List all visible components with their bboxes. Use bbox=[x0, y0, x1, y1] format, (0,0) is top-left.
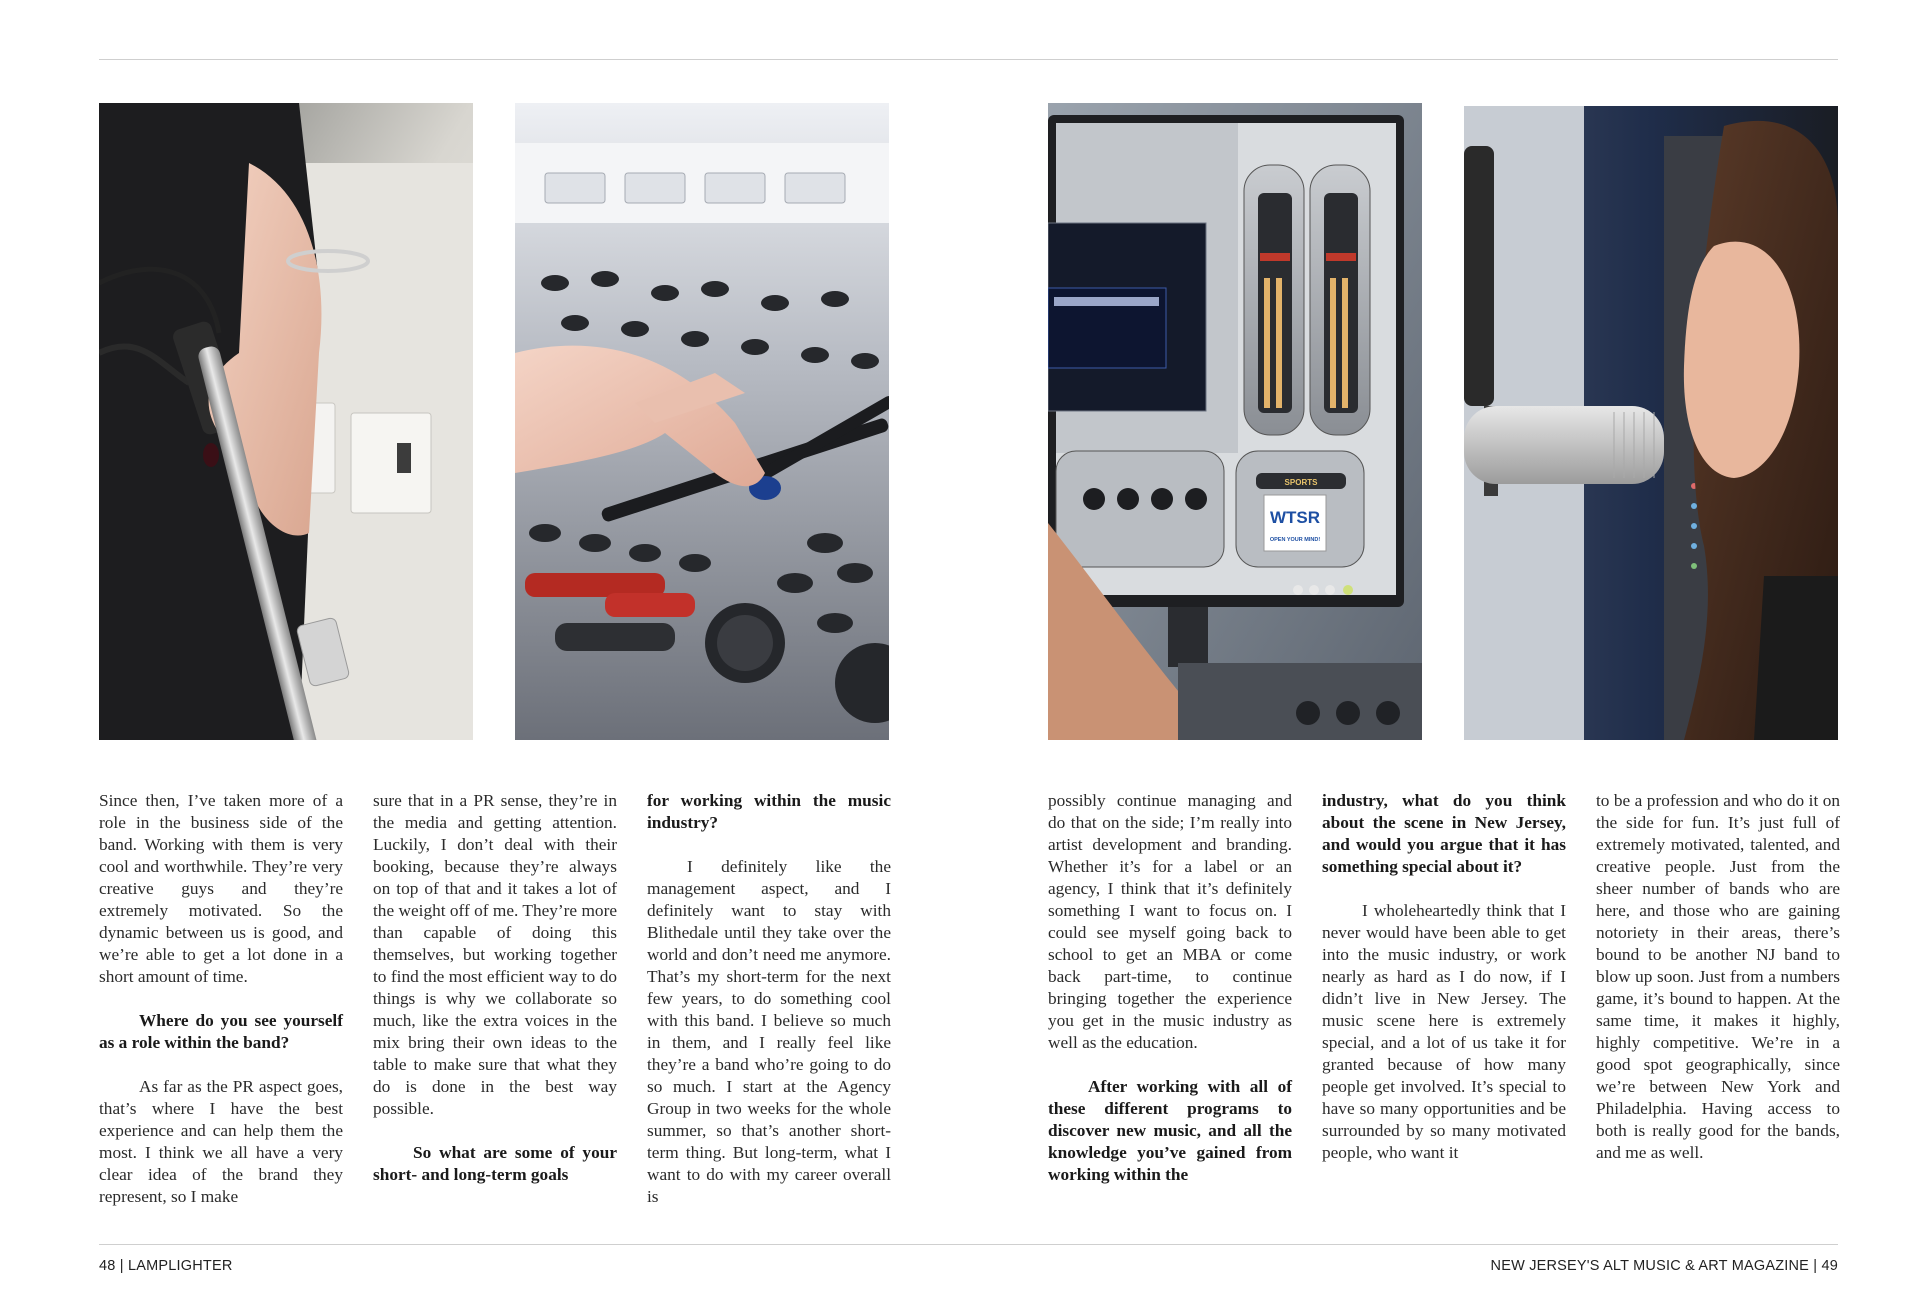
article-column-4 bbox=[1048, 790, 1292, 1186]
photo-broadcast-monitor bbox=[1048, 103, 1422, 740]
photo-mixing-console bbox=[515, 103, 889, 740]
article-column-1 bbox=[99, 790, 343, 1208]
magazine-name: LAMPLIGHTER bbox=[127, 1258, 233, 1274]
paragraph: I definitely like the management aspect, and I definitely want to stay with Blithedale until they take over the world and don’t need me anymore. That’s my short-term for the next few years, to do something cool with this band. I believe so much in them, and I really feel like they’re a band who’re going to do so much. I start at the Agency Group in two weeks for the whole summer, so that’s another short-term thing. But long-term, what I want to do with my career overall is bbox=[647, 857, 891, 1206]
paragraph: possibly continue managing and do that on the side; I’m really into artist development and branding. Whether it’s for a label or an agency, I think that it’s definitely something I want to focus on. I could see myself going back to school to get an MBA or come back part-time, to continue bringing together the experience you get in the music industry as well as the education. bbox=[1048, 791, 1292, 1052]
paragraph: Since then, I’ve taken more of a role in the business side of the band. Working with them is very cool and worthwhile. They’re very creative guys and they’re extremely motivated. So the dynamic between us is good, and we’re able to get a lot done in a short amount of time. bbox=[99, 791, 343, 986]
footer-separator: | bbox=[1813, 1258, 1822, 1274]
interview-question: After working with all of these different programs to discover new music, and all the knowledge you’ve gained from working within the bbox=[1048, 1077, 1292, 1184]
photo-woman-at-microphone bbox=[1464, 106, 1838, 740]
photo-hand-holding-microphone bbox=[99, 103, 473, 740]
article-column-6 bbox=[1596, 790, 1840, 1164]
top-rule bbox=[99, 59, 1838, 60]
footer-separator: | bbox=[119, 1258, 128, 1274]
station-logo-text: WTSR bbox=[1269, 508, 1321, 527]
bottom-rule bbox=[99, 1244, 1838, 1245]
interview-question: industry, what do you think about the scene in New Jersey, and would you argue that it has something special about it? bbox=[1322, 791, 1566, 876]
magazine-tagline: NEW JERSEY'S ALT MUSIC & ART MAGAZINE bbox=[1490, 1258, 1810, 1274]
article-column-5 bbox=[1322, 790, 1566, 1164]
station-tagline-text: OPEN YOUR MIND! bbox=[1269, 537, 1321, 543]
interview-question: Where do you see yourself as a role within the band? bbox=[99, 1011, 343, 1052]
paragraph: As far as the PR aspect goes, that’s where I have the best experience and can help them the most. I think we all have a very clear idea of the brand they represent, so I make bbox=[99, 1077, 343, 1206]
paragraph: sure that in a PR sense, they’re in the media and getting attention. Luckily, I don’t deal with their booking, because they’re always on top of that and it takes a lot of the weight off of me. They’re more than capable of doing this themselves, but working together to find the most efficient way to do things is why we collaborate so much, like the extra voices in the mix bring their own ideas to the table to make sure that what they do is done in the best way possible. bbox=[373, 791, 617, 1118]
footer-right bbox=[1491, 1258, 1838, 1274]
article-column-3 bbox=[647, 790, 891, 1208]
page-number-left: 48 bbox=[99, 1258, 116, 1274]
article-column-2 bbox=[373, 790, 617, 1186]
paragraph: to be a profession and who do it on the side for fun. It’s just full of extremely motivated, talented, and creative people. Just from the sheer number of bands who are here, and those who are gaining notoriety in their areas, there’s bound to be another NJ band to blow up soon. Just from a numbers game, it’s bound to happen. At the same time, it makes it highly, highly competitive. We’re in a good spot geographically, since we’re between New York and Philadelphia. Having access to both is really good for the bands, and me as well. bbox=[1596, 791, 1840, 1162]
interview-question: So what are some of your short- and long-term goals bbox=[373, 1143, 617, 1184]
page-number-right: 49 bbox=[1821, 1258, 1838, 1274]
paragraph: I wholeheartedly think that I never would have been able to get into the music industry, or work nearly as hard as I do now, if I didn’t live in New Jersey. The music scene here is extremely special, and a lot of us take it for granted because of how many people get involved. It’s special to have so many opportunities and be surrounded by so many motivated people, who want it bbox=[1322, 901, 1566, 1162]
monitor-profile-label: SPORTS bbox=[1284, 478, 1318, 487]
interview-question: for working within the music industry? bbox=[647, 791, 891, 832]
footer-left bbox=[99, 1258, 233, 1274]
